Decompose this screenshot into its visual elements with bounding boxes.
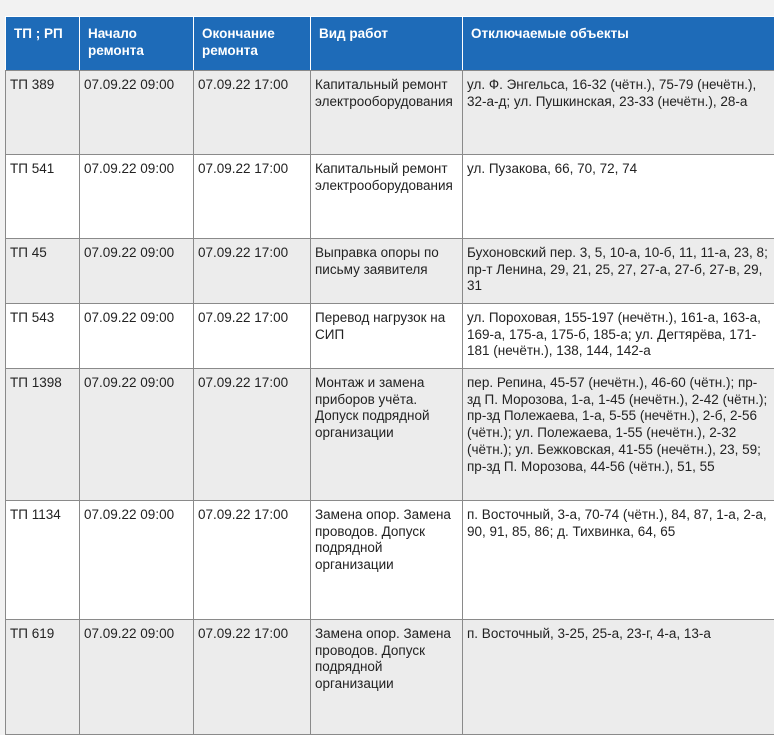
cell-objects: ул. Пузакова, 66, 70, 72, 74 [463,155,774,239]
cell-work-type: Капитальный ремонт электрооборудования [311,71,463,155]
cell-objects: п. Восточный, 3-25, 25-а, 23-г, 4-а, 13-а [463,620,774,735]
cell-start: 07.09.22 09:00 [80,239,194,304]
header-objects: Отключаемые объекты [463,17,774,71]
outage-table [5,16,774,735]
cell-objects: пер. Репина, 45-57 (нечётн.), 46-60 (чётн.); пр-зд П. Морозова, 1-а, 1-45 (нечётн.), 2-42 (чётн.); пр-зд Полежаева, 1-а, 5-55 (нечётн.), 2-б, 2-56 (чётн.); ул. Полежаева, 1-55 (нечётн.), 2-32 (чётн.); ул. Бежковская, 41-55 (нечётн.), 23, 59; пр-зд П. Морозова, 44-56 (чётн.), 51, 55 [463,369,774,501]
cell-end: 07.09.22 17:00 [194,304,311,369]
cell-end: 07.09.22 17:00 [194,71,311,155]
table-header-row [6,17,774,71]
cell-work-type: Капитальный ремонт электрооборудования [311,155,463,239]
cell-objects: п. Восточный, 3-а, 70-74 (чётн.), 84, 87, 1-а, 2-а, 90, 91, 85, 86; д. Тихвинка, 64, 65 [463,501,774,620]
cell-tp: ТП 389 [6,71,80,155]
table-row [6,501,774,620]
table-row [6,369,774,501]
cell-end: 07.09.22 17:00 [194,239,311,304]
table-row [6,155,774,239]
cell-objects: Бухоновский пер. 3, 5, 10-а, 10-б, 11, 11-а, 23, 8; пр-т Ленина, 29, 21, 25, 27, 27-а, 27-б, 27-в, 29, 31 [463,239,774,304]
table-row [6,239,774,304]
cell-start: 07.09.22 09:00 [80,620,194,735]
cell-tp: ТП 541 [6,155,80,239]
cell-end: 07.09.22 17:00 [194,155,311,239]
cell-tp: ТП 1134 [6,501,80,620]
header-work-type: Вид работ [311,17,463,71]
cell-tp: ТП 619 [6,620,80,735]
cell-objects: ул. Пороховая, 155-197 (нечётн.), 161-а, 163-а, 169-а, 175-а, 175-б, 185-а; ул. Дегтярёва, 171-181 (нечётн.), 138, 144, 142-а [463,304,774,369]
cell-end: 07.09.22 17:00 [194,501,311,620]
cell-tp: ТП 45 [6,239,80,304]
cell-start: 07.09.22 09:00 [80,71,194,155]
cell-start: 07.09.22 09:00 [80,369,194,501]
cell-work-type: Замена опор. Замена проводов. Допуск подрядной организации [311,501,463,620]
cell-start: 07.09.22 09:00 [80,304,194,369]
cell-work-type: Выправка опоры по письму заявителя [311,239,463,304]
cell-end: 07.09.22 17:00 [194,369,311,501]
outage-table-container [5,16,774,735]
cell-work-type: Замена опор. Замена проводов. Допуск подрядной организации [311,620,463,735]
header-tp: ТП ; РП [6,17,80,71]
cell-tp: ТП 1398 [6,369,80,501]
table-row [6,304,774,369]
cell-objects: ул. Ф. Энгельса, 16-32 (чётн.), 75-79 (нечётн.), 32-а-д; ул. Пушкинская, 23-33 (нечётн.), 28-а [463,71,774,155]
cell-start: 07.09.22 09:00 [80,155,194,239]
cell-start: 07.09.22 09:00 [80,501,194,620]
cell-end: 07.09.22 17:00 [194,620,311,735]
header-end: Окончание ремонта [194,17,311,71]
cell-tp: ТП 543 [6,304,80,369]
header-start: Начало ремонта [80,17,194,71]
table-row [6,620,774,735]
cell-work-type: Перевод нагрузок на СИП [311,304,463,369]
cell-work-type: Монтаж и замена приборов учёта. Допуск подрядной организации [311,369,463,501]
table-row [6,71,774,155]
